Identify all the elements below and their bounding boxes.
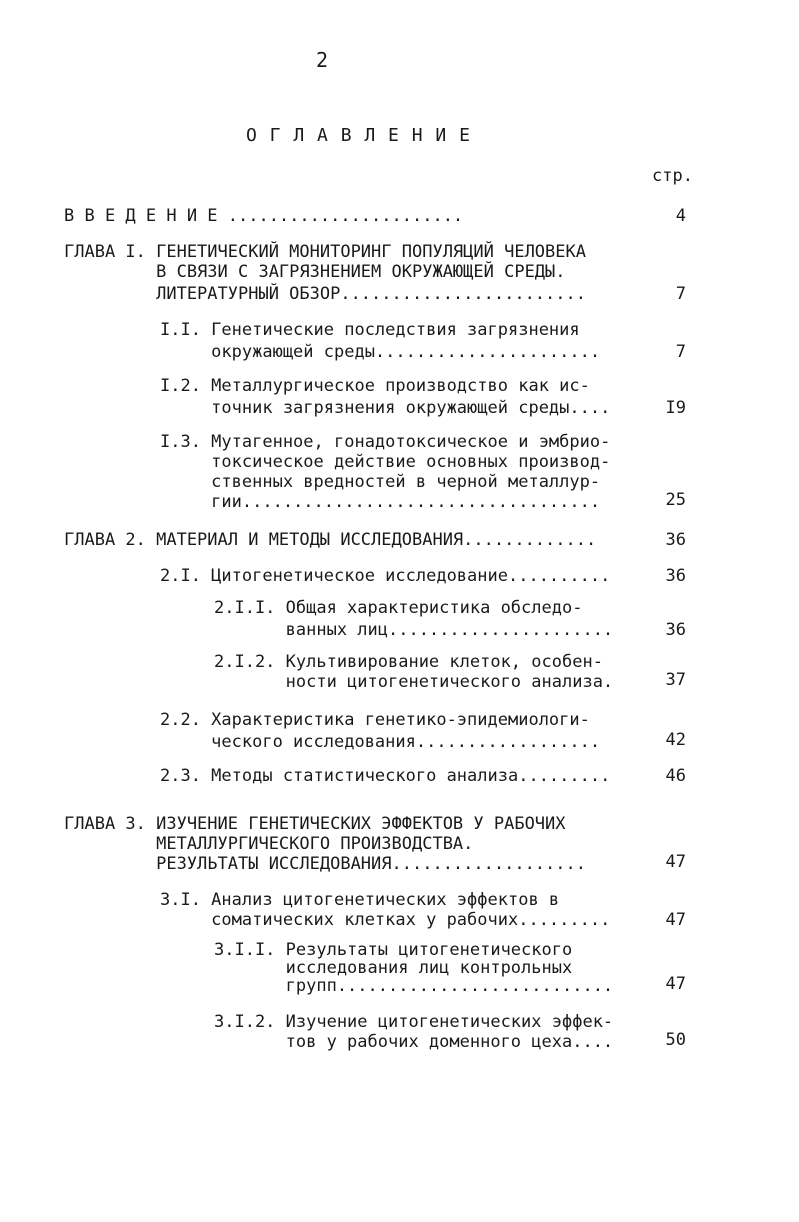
entry-page: 7 — [675, 284, 686, 304]
entry-line: окружающей среды...................... — [160, 342, 601, 362]
entry-page: 42 — [665, 730, 686, 750]
entry-page: 25 — [665, 490, 686, 510]
entry-page: 47 — [665, 910, 686, 930]
entry-page: 50 — [665, 1030, 686, 1050]
entry-line: В В Е Д Е Н И Е ....................... — [64, 206, 464, 226]
entry-line: 2.I. Цитогенетическое исследование.......... — [160, 566, 611, 586]
entry-line: ванных лиц...................... — [214, 620, 614, 640]
entry-line: 3.I.2. Изучение цитогенетических эффек- — [214, 1012, 614, 1032]
entry-line: групп........................... — [214, 976, 614, 996]
entry-page: 36 — [665, 620, 686, 640]
entry-page: 47 — [665, 974, 686, 994]
entry-page: I9 — [665, 398, 686, 418]
entry-line: точник загрязнения окружающей среды.... — [160, 398, 611, 418]
entry-page: 47 — [665, 852, 686, 872]
entry-line: 2.I.I. Общая характеристика обследо- — [214, 598, 583, 618]
entry-line: соматических клетках у рабочих......... — [160, 910, 611, 930]
entry-line: ГЛАВА I. ГЕНЕТИЧЕСКИЙ МОНИТОРИНГ ПОПУЛЯЦИЙ ЧЕЛОВЕКА — [64, 242, 586, 262]
entry-line: ческого исследования.................. — [160, 732, 601, 752]
entry-page: 36 — [665, 566, 686, 586]
entry-line: токсическое действие основных производ- — [160, 452, 611, 472]
entry-line: I.I. Генетические последствия загрязнения — [160, 320, 580, 340]
entry-line: 3.I.I. Результаты цитогенетического — [214, 940, 573, 960]
entry-line: тов у рабочих доменного цеха.... — [214, 1032, 614, 1052]
toc-title: О Г Л А В Л Е Н И Е — [246, 125, 471, 146]
entry-page: 7 — [675, 342, 686, 362]
entry-page: 46 — [665, 766, 686, 786]
entry-line: ГЛАВА 3. ИЗУЧЕНИЕ ГЕНЕТИЧЕСКИХ ЭФФЕКТОВ У РАБОЧИХ — [64, 814, 566, 834]
entry-page: 37 — [665, 670, 686, 690]
entry-line: I.3. Мутагенное, гонадотоксическое и эмбрио- — [160, 432, 611, 452]
entry-line: РЕЗУЛЬТАТЫ ИССЛЕДОВАНИЯ................... — [64, 854, 586, 874]
page-column-header: стр. — [652, 166, 693, 186]
entry-line: ГЛАВА 2. МАТЕРИАЛ И МЕТОДЫ ИССЛЕДОВАНИЯ............. — [64, 530, 597, 550]
entry-line: исследования лиц контрольных — [214, 958, 573, 978]
entry-line: ственных вредностей в черной металлур- — [160, 472, 601, 492]
entry-line: 3.I. Анализ цитогенетических эффектов в — [160, 890, 560, 910]
entry-line: 2.2. Характеристика генетико-эпидемиологи- — [160, 710, 590, 730]
entry-line: гии................................... — [160, 492, 601, 512]
entry-line: I.2. Металлургическое производство как ис- — [160, 376, 590, 396]
entry-line: 2.3. Методы статистического анализа......... — [160, 766, 611, 786]
entry-page: 36 — [665, 530, 686, 550]
entry-line: ности цитогенетического анализа. — [214, 672, 614, 692]
entry-line: В СВЯЗИ С ЗАГРЯЗНЕНИЕМ ОКРУЖАЮЩЕЙ СРЕДЫ. — [64, 262, 566, 282]
entry-page: 4 — [675, 206, 686, 226]
entry-line: ЛИТЕРАТУРНЫЙ ОБЗОР........................ — [64, 284, 586, 304]
entry-line: 2.I.2. Культивирование клеток, особен- — [214, 652, 603, 672]
entry-line: МЕТАЛЛУРГИЧЕСКОГО ПРОИЗВОДСТВА. — [64, 834, 474, 854]
page-number: 2 — [316, 48, 329, 72]
